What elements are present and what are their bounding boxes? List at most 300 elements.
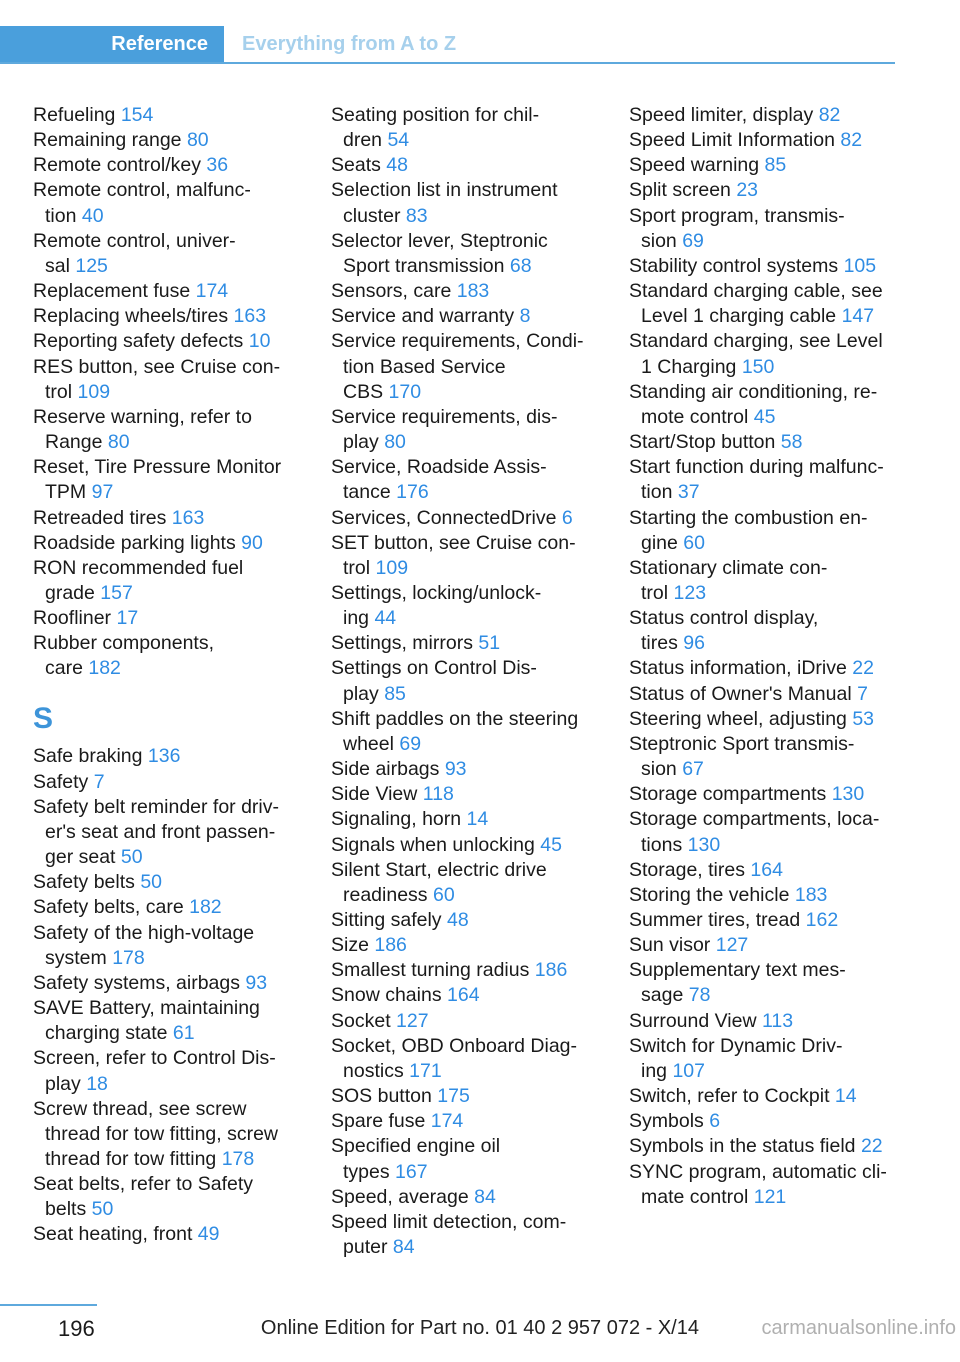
entry-text: sage [641, 984, 684, 1007]
entry-text: SYNC program, automatic cli- [629, 1160, 887, 1183]
entry-text: tion [45, 204, 77, 227]
index-entry [33, 103, 323, 128]
entry-text: mote control [641, 405, 749, 428]
entry-text: wheel [343, 732, 394, 755]
index-entry [33, 153, 323, 178]
entry-text: Signals when unlocking [331, 833, 535, 856]
entry-text: Stability control systems [629, 254, 839, 277]
page-reference-link[interactable]: 171 [409, 1059, 442, 1082]
entry-text: Service, Roadside Assis- [331, 456, 547, 479]
page-reference-link[interactable]: 163 [171, 506, 205, 529]
index-entry [331, 405, 621, 455]
page-reference-link[interactable]: 82 [840, 129, 863, 152]
page-reference-link[interactable]: 174 [195, 280, 229, 303]
entry-text: Split screen [629, 179, 731, 202]
page-reference-link[interactable]: 22 [852, 657, 874, 680]
index-entry [331, 581, 621, 631]
entry-text: Status information, iDrive [629, 657, 847, 680]
index-entry [33, 921, 323, 971]
page-reference-link[interactable]: 186 [534, 959, 568, 982]
index-entry [629, 908, 899, 933]
page-reference-link[interactable]: 45 [540, 833, 562, 856]
page-reference-link[interactable]: 147 [841, 305, 875, 328]
entry-text: Remote control, univer- [33, 229, 236, 252]
index-entry [629, 858, 899, 883]
index-entry [33, 355, 323, 405]
index-entry [629, 933, 899, 958]
index-entry [629, 1134, 899, 1159]
entry-text: Sport transmission [343, 254, 505, 277]
index-entry [629, 1034, 899, 1084]
entry-text: thread for tow fitting, screw [45, 1122, 279, 1145]
page-reference-link[interactable]: 36 [206, 154, 229, 177]
page-reference-link[interactable]: 90 [241, 531, 263, 554]
entry-text: Services, ConnectedDrive [331, 506, 557, 529]
entry-text: Standing air conditioning, re- [629, 380, 878, 403]
page-reference-link[interactable]: 69 [399, 732, 422, 755]
entry-text: Safety of the high-voltage [33, 921, 255, 944]
page-reference-link[interactable]: 10 [248, 330, 271, 353]
page-reference-link[interactable]: 121 [753, 1185, 787, 1208]
index-entry [629, 807, 899, 857]
page-reference-link[interactable]: 130 [687, 833, 721, 856]
index-entry [33, 744, 323, 769]
page-reference-link[interactable]: 183 [456, 280, 490, 303]
page-reference-link[interactable]: 80 [384, 431, 406, 454]
index-entry [33, 556, 323, 606]
edition-note: Online Edition for Part no. 01 40 2 957 072 - X/14 [260, 1317, 699, 1339]
page-reference-link[interactable]: 157 [100, 581, 133, 604]
index-entry [331, 229, 621, 279]
index-entry [629, 782, 899, 807]
entry-text: gine [641, 531, 678, 554]
entry-text: Reporting safety defects [33, 330, 244, 353]
index-entry [629, 254, 899, 279]
entry-text: Speed limit detection, com- [331, 1210, 567, 1233]
entry-text: Replacement fuse [33, 280, 191, 303]
page-reference-link[interactable]: 54 [387, 129, 410, 152]
index-entry [331, 304, 621, 329]
entry-text: Service requirements, Condi- [331, 330, 584, 353]
page-reference-link[interactable]: 48 [446, 909, 469, 931]
index-entry [331, 1185, 621, 1210]
page-reference-link[interactable]: 8 [519, 305, 531, 328]
entry-text: tance [343, 481, 391, 504]
entry-text: Seat belts, refer to Safety [33, 1173, 254, 1196]
index-entry [331, 1034, 621, 1084]
entry-text: grade [45, 581, 95, 604]
page-reference-link[interactable]: 170 [388, 380, 422, 403]
page-reference-link[interactable]: 186 [374, 934, 407, 957]
page-reference-link[interactable]: 163 [233, 305, 267, 328]
entry-text: sion [641, 229, 677, 252]
entry-text: Symbols in the status field [629, 1135, 856, 1158]
entry-text: Selection list in instrument [331, 179, 558, 202]
page-reference-link[interactable]: 48 [386, 154, 408, 177]
entry-text: Surround View [629, 1009, 757, 1032]
entry-text: system [45, 946, 107, 969]
page-header [0, 26, 895, 64]
index-entry [629, 1109, 899, 1134]
watermark: carmanualsonline.info [761, 1317, 956, 1339]
entry-text: sion [641, 758, 677, 781]
page-reference-link[interactable]: 93 [245, 971, 268, 994]
entry-text: Replacing wheels/tires [33, 305, 229, 328]
page-reference-link[interactable]: 68 [509, 254, 532, 277]
index-entry [629, 380, 899, 430]
entry-text: Sport program, transmis- [629, 204, 845, 227]
entry-text: Safety belts, care [33, 896, 184, 919]
entry-text: Settings, mirrors [331, 632, 473, 655]
entry-text: Settings on Control Dis- [331, 657, 537, 680]
entry-text: Retreaded tires [33, 506, 167, 529]
index-entry [331, 757, 621, 782]
entry-text: SET button, see Cruise con- [331, 531, 576, 554]
entry-text: Service requirements, dis- [331, 405, 558, 428]
entry-text: Standard charging cable, see [629, 280, 883, 303]
page-reference-link[interactable]: 175 [437, 1085, 470, 1108]
entry-text: belts [45, 1198, 87, 1221]
page-reference-link[interactable]: 82 [818, 104, 841, 126]
index-entry [629, 329, 899, 379]
index-entry [331, 506, 621, 531]
entry-text: play [343, 431, 379, 454]
entry-text: ing [641, 1059, 668, 1082]
page-reference-link[interactable]: 61 [172, 1022, 195, 1045]
index-entry [33, 631, 323, 681]
page-reference-link[interactable]: 51 [478, 632, 501, 655]
entry-text: Safety belts [33, 871, 135, 894]
index-entry [331, 1084, 621, 1109]
index-column-2 [331, 103, 621, 1260]
entry-text: Socket, OBD Onboard Diag- [331, 1034, 578, 1057]
page-reference-link[interactable]: 123 [673, 581, 707, 604]
entry-text: SOS button [331, 1085, 432, 1108]
entry-text: Remaining range [33, 129, 182, 152]
entry-text: Shift paddles on the steering [331, 707, 579, 730]
page-reference-link[interactable]: 49 [197, 1223, 220, 1246]
entry-text: Rubber components, [33, 632, 215, 655]
entry-text: er's seat and front passen- [45, 820, 276, 843]
index-entry [629, 128, 899, 153]
index-entry [629, 430, 899, 455]
entry-text: RON recommended fuel [33, 556, 244, 579]
entry-text: Reset, Tire Pressure Monitor [33, 456, 282, 479]
page-reference-link[interactable]: 23 [736, 179, 759, 202]
page-reference-link[interactable]: 150 [741, 355, 775, 378]
entry-text: types [343, 1160, 390, 1183]
entry-text: Storing the vehicle [629, 883, 790, 906]
entry-text: trol [641, 581, 669, 604]
index-column-3 [629, 103, 899, 1210]
page-reference-link[interactable]: 17 [116, 607, 139, 630]
index-entry [33, 795, 323, 870]
page-reference-link[interactable]: 67 [682, 758, 704, 781]
page-reference-link[interactable]: 45 [753, 405, 776, 428]
entry-text: Range [45, 431, 103, 454]
index-entry [33, 1222, 323, 1247]
page-reference-link[interactable]: 50 [91, 1198, 114, 1221]
page-reference-link[interactable]: 50 [140, 871, 163, 894]
entry-text: Spare fuse [331, 1110, 426, 1133]
index-entry [629, 1160, 899, 1210]
index-entry [629, 1084, 899, 1109]
page-reference-link[interactable]: 125 [75, 254, 108, 277]
index-entry [331, 329, 621, 404]
page-reference-link[interactable]: 130 [831, 783, 865, 806]
entry-text: Seating position for chil- [331, 104, 540, 126]
entry-text: nostics [343, 1059, 404, 1082]
entry-text: TPM [45, 481, 87, 504]
page-reference-link[interactable]: 113 [761, 1009, 794, 1032]
entry-text: Sensors, care [331, 280, 452, 303]
page-reference-link[interactable]: 78 [688, 984, 711, 1007]
page-reference-link[interactable]: 136 [147, 745, 181, 768]
entry-text: mate control [641, 1185, 749, 1208]
page-reference-link[interactable]: 105 [843, 254, 877, 277]
index-entry [33, 128, 323, 153]
index-entry [33, 606, 323, 631]
page-reference-link[interactable]: 22 [860, 1135, 883, 1158]
entry-text: Start function during malfunc- [629, 456, 884, 479]
entry-text: Side View [331, 783, 418, 806]
entry-text: play [343, 682, 379, 705]
index-entry [331, 782, 621, 807]
page-reference-link[interactable]: 37 [677, 481, 700, 504]
page-reference-link[interactable]: 14 [466, 808, 489, 831]
entry-text: Remote control/key [33, 154, 201, 177]
entry-text: Socket [331, 1009, 391, 1032]
page-reference-link[interactable]: 83 [405, 204, 428, 227]
page-reference-link[interactable]: 6 [561, 506, 573, 529]
page-reference-link[interactable]: 107 [672, 1059, 705, 1082]
entry-text: Safety systems, airbags [33, 971, 240, 994]
page-reference-link[interactable]: 60 [683, 531, 705, 554]
entry-text: puter [343, 1236, 388, 1259]
entry-text: Service and warranty [331, 305, 515, 328]
entry-text: Standard charging, see Level [629, 330, 883, 353]
page-reference-link[interactable]: 84 [474, 1185, 496, 1208]
entry-text: Safety [33, 770, 89, 793]
entry-text: Sitting safely [331, 909, 442, 931]
index-entry [331, 1210, 621, 1260]
index-entry [33, 405, 323, 455]
index-entry [331, 455, 621, 505]
index-entry [331, 656, 621, 706]
page-reference-link[interactable]: 109 [77, 380, 111, 403]
page-reference-link[interactable]: 97 [91, 481, 114, 504]
index-entry [629, 707, 899, 732]
entry-text: Side airbags [331, 758, 440, 781]
entry-text: Status control display, [629, 607, 819, 630]
entry-text: Stationary climate con- [629, 556, 828, 579]
page-reference-link[interactable]: 80 [186, 129, 209, 152]
page-reference-link[interactable]: 53 [852, 707, 875, 730]
index-entry [331, 1134, 621, 1184]
entry-text: cluster [343, 204, 401, 227]
entry-text: Settings, locking/unlock- [331, 581, 542, 604]
entry-text: Speed Limit Information [629, 129, 835, 152]
index-entry [629, 883, 899, 908]
page-reference-link[interactable]: 84 [392, 1236, 415, 1259]
index-entry [33, 229, 323, 279]
index-entry [331, 178, 621, 228]
entry-text: Starting the combustion en- [629, 506, 868, 529]
page-reference-link[interactable]: 118 [422, 783, 454, 806]
entry-text: Sun visor [629, 934, 711, 957]
entry-text: Roofliner [33, 607, 112, 630]
index-entry [33, 506, 323, 531]
index-entry [331, 707, 621, 757]
entry-text: Steering wheel, adjusting [629, 707, 847, 730]
index-entry [331, 631, 621, 656]
entry-text: Screw thread, see screw [33, 1097, 247, 1120]
page-reference-link[interactable]: 18 [86, 1072, 108, 1095]
page-reference-link[interactable]: 58 [780, 431, 803, 454]
index-entry [33, 1097, 323, 1172]
page-reference-link[interactable]: 50 [120, 846, 143, 869]
entry-text: Switch for Dynamic Driv- [629, 1034, 843, 1057]
index-entry [33, 996, 323, 1046]
entry-text: sal [45, 254, 70, 277]
index-entry [629, 606, 899, 656]
entry-text: Smallest turning radius [331, 959, 530, 982]
index-entry [331, 833, 621, 858]
entry-text: Roadside parking lights [33, 531, 236, 554]
index-entry [33, 895, 323, 920]
entry-text: Size [331, 934, 369, 957]
entry-text: thread for tow fitting [45, 1147, 217, 1170]
page-reference-link[interactable]: 164 [447, 984, 480, 1007]
index-entry [331, 958, 621, 983]
page-reference-link[interactable]: 167 [395, 1160, 428, 1183]
page-reference-link[interactable]: 85 [764, 154, 787, 177]
entry-text: Safety belt reminder for driv- [33, 795, 280, 818]
page-reference-link[interactable]: 44 [374, 607, 397, 630]
entry-text: Selector lever, Steptronic [331, 229, 548, 252]
index-entry [629, 556, 899, 606]
page-reference-link[interactable]: 7 [857, 682, 868, 705]
entry-text: ger seat [45, 846, 116, 869]
entry-text: ing [343, 607, 370, 630]
page-reference-link[interactable]: 178 [221, 1147, 255, 1170]
index-entry [629, 279, 899, 329]
page-reference-link[interactable]: 154 [120, 104, 154, 126]
page-reference-link[interactable]: 60 [432, 883, 455, 906]
entry-text: tires [641, 632, 678, 655]
entry-text: trol [45, 380, 73, 403]
page-reference-link[interactable]: 69 [682, 229, 704, 252]
page-reference-link[interactable]: 85 [384, 682, 406, 705]
page-reference-link[interactable]: 178 [112, 946, 145, 969]
entry-text: RES button, see Cruise con- [33, 355, 281, 378]
page-reference-link[interactable]: 174 [430, 1110, 464, 1133]
index-entry [629, 455, 899, 505]
entry-text: Seat heating, front [33, 1223, 193, 1246]
entry-text: Storage compartments [629, 783, 827, 806]
entry-text: charging state [45, 1022, 168, 1045]
entry-text: Snow chains [331, 984, 442, 1007]
entry-text: Status of Owner's Manual [629, 682, 852, 705]
entry-text: tion [641, 481, 673, 504]
entry-text: Specified engine oil [331, 1135, 501, 1158]
entry-text: Storage compartments, loca- [629, 808, 880, 831]
entry-text: Silent Start, electric drive [331, 858, 547, 881]
index-entry [33, 770, 323, 795]
page-reference-link[interactable]: 109 [375, 556, 409, 579]
index-entry [331, 807, 621, 832]
entry-text: care [45, 657, 83, 680]
page-reference-link[interactable]: 40 [81, 204, 104, 227]
index-entry [629, 103, 899, 128]
index-letter-heading: S [33, 702, 54, 736]
index-entry [331, 279, 621, 304]
index-entry [331, 908, 621, 933]
index-entry [629, 958, 899, 1008]
page-reference-link[interactable]: 127 [715, 934, 749, 957]
entry-text: Supplementary text mes- [629, 959, 846, 982]
entry-text: Level 1 charging cable [641, 305, 837, 328]
page-number: 196 [58, 1316, 95, 1341]
entry-text: trol [343, 556, 371, 579]
index-entry [331, 103, 621, 153]
entry-text: Speed warning [629, 154, 760, 177]
index-entry [33, 531, 323, 556]
page-reference-link[interactable]: 162 [805, 909, 839, 931]
page-reference-link[interactable]: 182 [189, 896, 222, 919]
index-entry [331, 983, 621, 1008]
index-entry [33, 971, 323, 996]
subsection-tab: Everything from A to Z [242, 32, 457, 55]
entry-text: Safe braking [33, 745, 143, 768]
entry-text: Summer tires, tread [629, 909, 801, 931]
page-reference-link[interactable]: 127 [396, 1009, 429, 1032]
page-reference-link[interactable]: 183 [794, 883, 828, 906]
page-reference-link[interactable]: 7 [93, 770, 105, 793]
section-tab: Reference [0, 26, 224, 62]
index-column-1 [33, 103, 323, 1248]
entry-text: Remote control, malfunc- [33, 179, 251, 202]
index-entry [331, 933, 621, 958]
index-entry [331, 1009, 621, 1034]
index-entry [629, 732, 899, 782]
page-reference-link[interactable]: 6 [709, 1110, 721, 1133]
entry-text: play [45, 1072, 81, 1095]
entry-text: Seats [331, 154, 381, 177]
index-entry [629, 1009, 899, 1034]
entry-text: Storage, tires [629, 858, 745, 881]
entry-text: Switch, refer to Cockpit [629, 1085, 830, 1108]
page-reference-link[interactable]: 96 [683, 632, 705, 655]
page-reference-link[interactable]: 164 [750, 858, 783, 881]
page-reference-link[interactable]: 93 [444, 758, 467, 781]
page-reference-link[interactable]: 182 [88, 657, 121, 680]
page-reference-link[interactable]: 14 [834, 1085, 857, 1108]
entry-text: Reserve warning, refer to [33, 405, 252, 428]
index-entry [331, 1109, 621, 1134]
entry-text: readiness [343, 883, 428, 906]
entry-text: SAVE Battery, maintaining [33, 997, 260, 1020]
entry-text: Refueling [33, 104, 116, 126]
index-entry [33, 1172, 323, 1222]
entry-text: dren [343, 129, 383, 152]
entry-text: Signaling, horn [331, 808, 462, 831]
page-reference-link[interactable]: 80 [107, 431, 130, 454]
entry-text: Speed, average [331, 1185, 469, 1208]
entry-text: Steptronic Sport transmis- [629, 732, 855, 755]
page-reference-link[interactable]: 176 [396, 481, 429, 504]
index-entry [629, 656, 899, 681]
